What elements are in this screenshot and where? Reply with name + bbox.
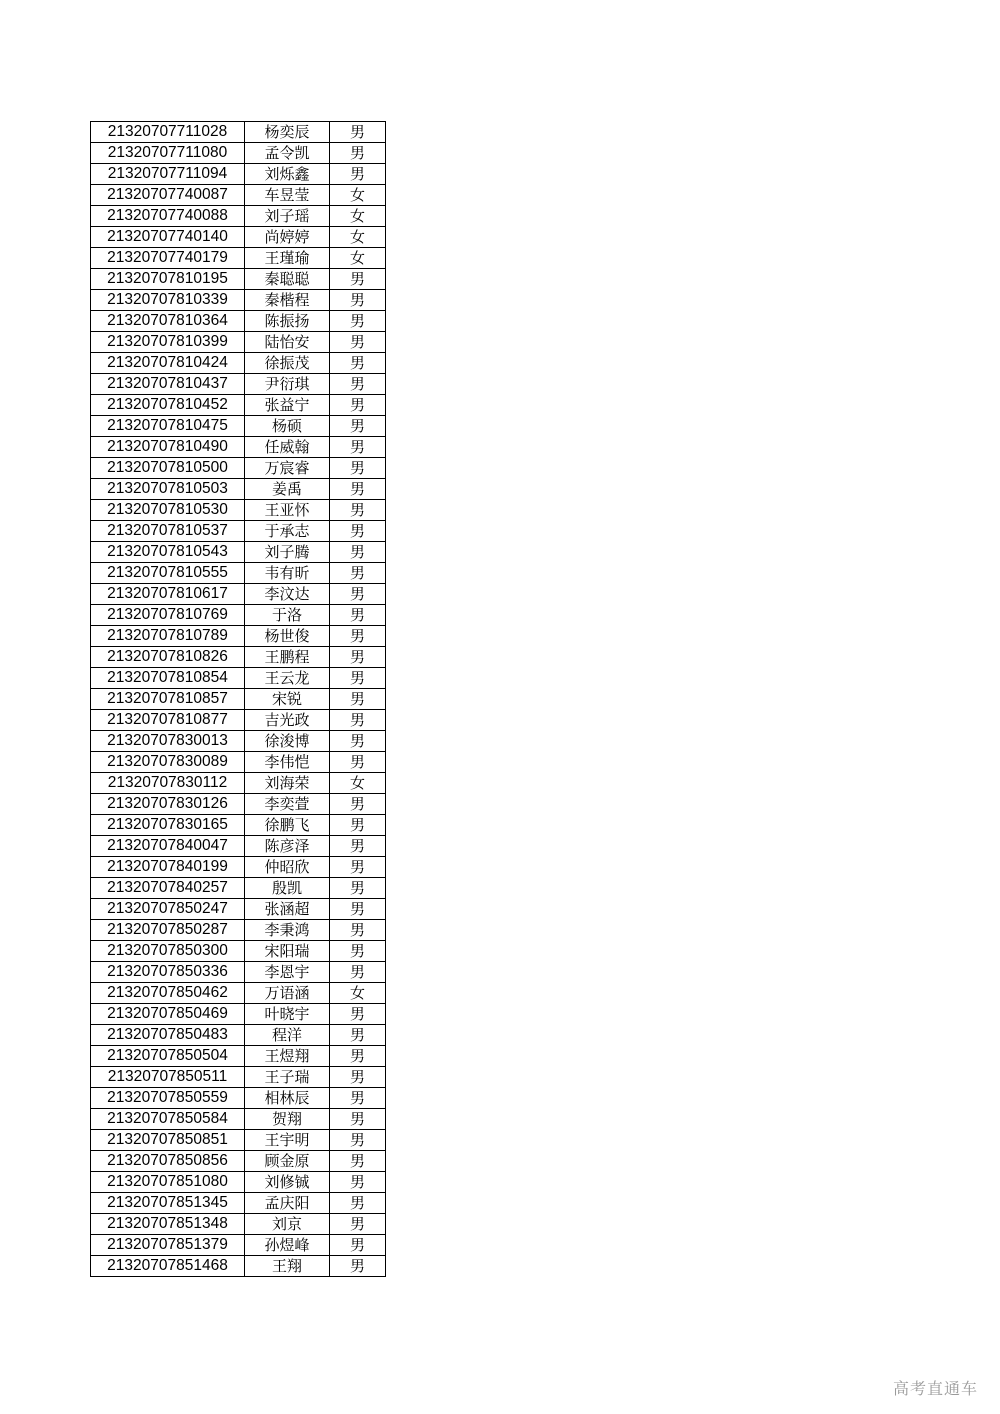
student-name-cell: 李伟恺 [245,752,330,773]
table-row [91,983,386,1004]
table-row [91,206,386,227]
table-row [91,416,386,437]
table-row [91,1109,386,1130]
table-row [91,164,386,185]
table-row [91,584,386,605]
student-name-cell: 叶晓宇 [245,1004,330,1025]
student-id-cell: 21320707810490 [91,437,245,458]
student-name-cell: 程洋 [245,1025,330,1046]
student-gender-cell: 男 [330,500,386,521]
student-gender-cell: 男 [330,1193,386,1214]
table-row [91,1130,386,1151]
student-gender-cell: 男 [330,563,386,584]
student-name-cell: 贺翔 [245,1109,330,1130]
student-gender-cell: 男 [330,1004,386,1025]
student-name-cell: 李秉鸿 [245,920,330,941]
student-gender-cell: 女 [330,248,386,269]
student-id-cell: 21320707850851 [91,1130,245,1151]
student-name-cell: 陈振扬 [245,311,330,332]
student-gender-cell: 男 [330,143,386,164]
student-id-cell: 21320707851468 [91,1256,245,1277]
student-gender-cell: 男 [330,626,386,647]
student-id-cell: 21320707850483 [91,1025,245,1046]
table-row [91,1172,386,1193]
student-gender-cell: 男 [330,311,386,332]
student-gender-cell: 男 [330,1067,386,1088]
table-row [91,1046,386,1067]
student-gender-cell: 男 [330,1214,386,1235]
student-id-cell: 21320707840199 [91,857,245,878]
student-name-cell: 万宸睿 [245,458,330,479]
table-row [91,836,386,857]
student-gender-cell: 男 [330,542,386,563]
student-name-cell: 王瑾瑜 [245,248,330,269]
student-id-cell: 21320707830013 [91,731,245,752]
table-row [91,458,386,479]
student-id-cell: 21320707810854 [91,668,245,689]
student-name-cell: 孟庆阳 [245,1193,330,1214]
student-name-cell: 刘子瑶 [245,206,330,227]
table-row [91,1088,386,1109]
student-name-cell: 尹衍琪 [245,374,330,395]
student-name-cell: 刘烁鑫 [245,164,330,185]
student-name-cell: 王翔 [245,1256,330,1277]
watermark-text: 高考直通车 [892,1379,978,1398]
student-name-cell: 刘京 [245,1214,330,1235]
student-gender-cell: 男 [330,332,386,353]
student-id-cell: 21320707711094 [91,164,245,185]
student-name-cell: 任威翰 [245,437,330,458]
table-row [91,857,386,878]
student-id-cell: 21320707810826 [91,647,245,668]
student-gender-cell: 男 [330,941,386,962]
table-row [91,1193,386,1214]
student-name-cell: 车昱莹 [245,185,330,206]
student-name-cell: 殷凯 [245,878,330,899]
student-id-cell: 21320707840257 [91,878,245,899]
student-gender-cell: 男 [330,437,386,458]
student-id-cell: 21320707851345 [91,1193,245,1214]
student-id-cell: 21320707830165 [91,815,245,836]
student-name-cell: 相林辰 [245,1088,330,1109]
student-gender-cell: 男 [330,584,386,605]
table-row [91,1214,386,1235]
student-gender-cell: 女 [330,185,386,206]
student-gender-cell: 男 [330,710,386,731]
student-id-cell: 21320707810364 [91,311,245,332]
student-gender-cell: 男 [330,353,386,374]
student-gender-cell: 女 [330,773,386,794]
student-id-cell: 21320707850511 [91,1067,245,1088]
student-name-cell: 杨世俊 [245,626,330,647]
table-row [91,185,386,206]
student-name-cell: 张益宁 [245,395,330,416]
student-gender-cell: 男 [330,857,386,878]
student-name-cell: 姜禹 [245,479,330,500]
table-row [91,1004,386,1025]
student-gender-cell: 男 [330,1025,386,1046]
student-id-cell: 21320707810789 [91,626,245,647]
student-gender-cell: 男 [330,1130,386,1151]
student-gender-cell: 男 [330,269,386,290]
student-table [90,121,386,1277]
student-id-cell: 21320707810452 [91,395,245,416]
student-name-cell: 韦有昕 [245,563,330,584]
student-id-cell: 21320707830112 [91,773,245,794]
student-id-cell: 21320707830126 [91,794,245,815]
student-id-cell: 21320707810503 [91,479,245,500]
student-id-cell: 21320707810399 [91,332,245,353]
table-row [91,1151,386,1172]
student-name-cell: 宋阳瑞 [245,941,330,962]
table-row [91,941,386,962]
student-id-cell: 21320707850856 [91,1151,245,1172]
student-id-cell: 21320707850287 [91,920,245,941]
student-gender-cell: 男 [330,836,386,857]
student-id-cell: 21320707851379 [91,1235,245,1256]
student-name-cell: 刘海荣 [245,773,330,794]
student-id-cell: 21320707740140 [91,227,245,248]
table-row [91,647,386,668]
table-row [91,353,386,374]
student-id-cell: 21320707810475 [91,416,245,437]
student-id-cell: 21320707810195 [91,269,245,290]
student-gender-cell: 男 [330,794,386,815]
table-row [91,1235,386,1256]
student-gender-cell: 男 [330,374,386,395]
table-row [91,962,386,983]
student-gender-cell: 男 [330,521,386,542]
student-name-cell: 徐鹏飞 [245,815,330,836]
student-name-cell: 张涵超 [245,899,330,920]
student-id-cell: 21320707850469 [91,1004,245,1025]
student-name-cell: 李汶达 [245,584,330,605]
table-row [91,731,386,752]
student-id-cell: 21320707810617 [91,584,245,605]
table-row [91,878,386,899]
student-name-cell: 顾金原 [245,1151,330,1172]
student-gender-cell: 男 [330,689,386,710]
student-name-cell: 刘子腾 [245,542,330,563]
student-name-cell: 秦聪聪 [245,269,330,290]
student-gender-cell: 男 [330,290,386,311]
student-id-cell: 21320707810769 [91,605,245,626]
student-gender-cell: 男 [330,395,386,416]
table-row [91,374,386,395]
student-id-cell: 21320707740179 [91,248,245,269]
student-name-cell: 徐振茂 [245,353,330,374]
student-id-cell: 21320707851080 [91,1172,245,1193]
student-name-cell: 杨硕 [245,416,330,437]
student-gender-cell: 男 [330,1109,386,1130]
student-name-cell: 孙煜峰 [245,1235,330,1256]
student-gender-cell: 女 [330,983,386,1004]
student-id-cell: 21320707810500 [91,458,245,479]
table-row [91,290,386,311]
student-id-cell: 21320707850462 [91,983,245,1004]
student-gender-cell: 男 [330,731,386,752]
student-id-cell: 21320707810537 [91,521,245,542]
table-row [91,542,386,563]
student-gender-cell: 男 [330,1256,386,1277]
table-row [91,311,386,332]
student-name-cell: 吉光政 [245,710,330,731]
student-gender-cell: 男 [330,878,386,899]
student-gender-cell: 男 [330,752,386,773]
student-gender-cell: 男 [330,962,386,983]
table-row [91,689,386,710]
student-name-cell: 于承志 [245,521,330,542]
table-row [91,626,386,647]
student-id-cell: 21320707810424 [91,353,245,374]
student-gender-cell: 男 [330,1088,386,1109]
student-gender-cell: 男 [330,920,386,941]
student-gender-cell: 男 [330,416,386,437]
student-name-cell: 杨奕辰 [245,122,330,143]
student-id-cell: 21320707810543 [91,542,245,563]
student-id-cell: 21320707810339 [91,290,245,311]
table-row [91,1025,386,1046]
student-gender-cell: 男 [330,605,386,626]
student-gender-cell: 男 [330,1046,386,1067]
table-row [91,899,386,920]
student-id-cell: 21320707850559 [91,1088,245,1109]
student-id-cell: 21320707740087 [91,185,245,206]
student-id-cell: 21320707830089 [91,752,245,773]
student-id-cell: 21320707851348 [91,1214,245,1235]
student-name-cell: 尚婷婷 [245,227,330,248]
student-id-cell: 21320707810857 [91,689,245,710]
student-name-cell: 万语涵 [245,983,330,1004]
student-name-cell: 于洛 [245,605,330,626]
student-gender-cell: 男 [330,164,386,185]
student-gender-cell: 男 [330,815,386,836]
table-row [91,710,386,731]
student-id-cell: 21320707810877 [91,710,245,731]
student-gender-cell: 男 [330,479,386,500]
student-name-cell: 李奕萱 [245,794,330,815]
student-gender-cell: 男 [330,458,386,479]
student-name-cell: 王宇明 [245,1130,330,1151]
student-name-cell: 仲昭欣 [245,857,330,878]
student-name-cell: 秦楷程 [245,290,330,311]
student-gender-cell: 男 [330,1235,386,1256]
table-row [91,395,386,416]
student-id-cell: 21320707840047 [91,836,245,857]
student-gender-cell: 男 [330,1151,386,1172]
student-id-cell: 21320707740088 [91,206,245,227]
student-name-cell: 王云龙 [245,668,330,689]
student-id-cell: 21320707711028 [91,122,245,143]
student-id-cell: 21320707810437 [91,374,245,395]
table-row [91,605,386,626]
table-row [91,752,386,773]
student-name-cell: 陈彦泽 [245,836,330,857]
student-gender-cell: 男 [330,647,386,668]
table-row [91,668,386,689]
student-name-cell: 刘修铖 [245,1172,330,1193]
table-row [91,815,386,836]
student-id-cell: 21320707810530 [91,500,245,521]
table-row [91,521,386,542]
student-gender-cell: 男 [330,899,386,920]
table-row [91,227,386,248]
student-name-cell: 陆怡安 [245,332,330,353]
student-gender-cell: 男 [330,668,386,689]
student-gender-cell: 女 [330,206,386,227]
student-gender-cell: 女 [330,227,386,248]
student-table-body [91,122,386,1277]
student-name-cell: 王鹏程 [245,647,330,668]
table-row [91,269,386,290]
student-id-cell: 21320707810555 [91,563,245,584]
table-row [91,437,386,458]
student-name-cell: 李恩宇 [245,962,330,983]
student-name-cell: 孟令凯 [245,143,330,164]
table-row [91,248,386,269]
student-id-cell: 21320707711080 [91,143,245,164]
student-id-cell: 21320707850247 [91,899,245,920]
table-row [91,1067,386,1088]
student-name-cell: 徐浚博 [245,731,330,752]
student-gender-cell: 男 [330,1172,386,1193]
table-row [91,563,386,584]
student-name-cell: 王煜翔 [245,1046,330,1067]
table-row [91,1256,386,1277]
table-row [91,122,386,143]
student-id-cell: 21320707850300 [91,941,245,962]
table-row [91,479,386,500]
student-id-cell: 21320707850336 [91,962,245,983]
student-id-cell: 21320707850504 [91,1046,245,1067]
student-id-cell: 21320707850584 [91,1109,245,1130]
table-row [91,920,386,941]
student-name-cell: 王子瑞 [245,1067,330,1088]
table-row [91,773,386,794]
student-name-cell: 王亚怀 [245,500,330,521]
student-gender-cell: 男 [330,122,386,143]
table-row [91,143,386,164]
table-row [91,794,386,815]
student-name-cell: 宋锐 [245,689,330,710]
table-row [91,500,386,521]
table-row [91,332,386,353]
